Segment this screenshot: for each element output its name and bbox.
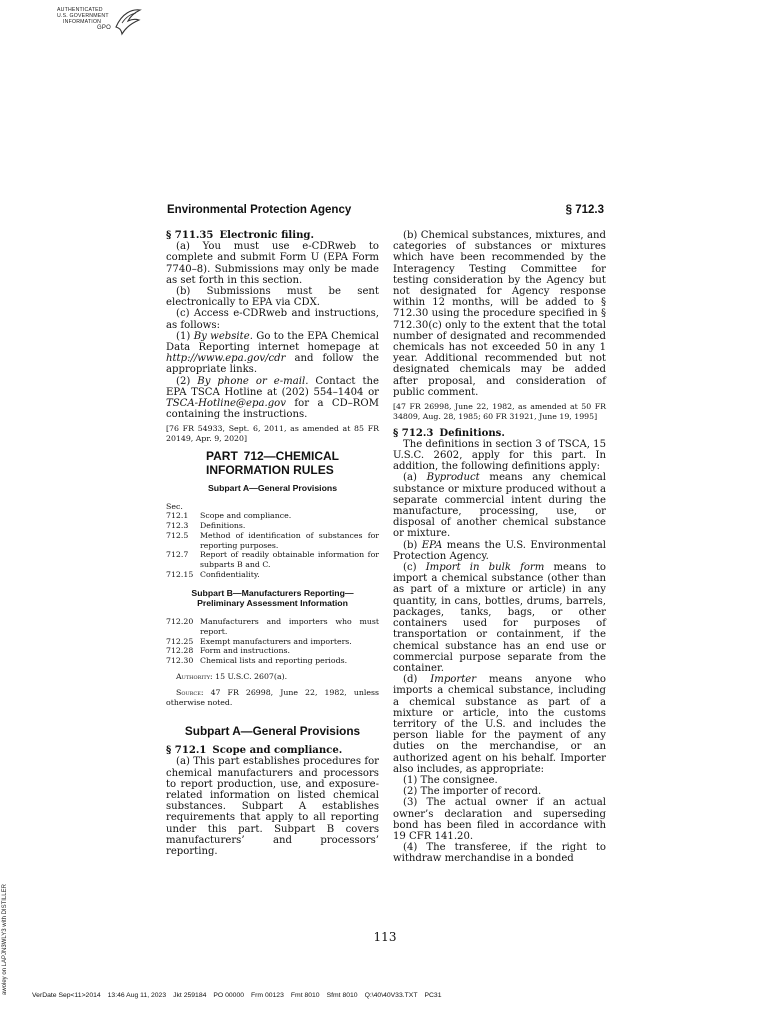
definition-b	[393, 540, 606, 562]
stamp-line-1: AUTHENTICATED	[57, 7, 103, 13]
toc-section-title: Manufacturers and importers who must report.	[200, 617, 379, 636]
toc-section-title: Exempt manufacturers and importers.	[200, 636, 352, 646]
section-712-1-heading	[166, 745, 379, 756]
definition-d	[393, 674, 606, 775]
section-title: Scope and compliance.	[212, 745, 343, 757]
authority-text: 15 U.S.C. 2607(a).	[212, 671, 288, 681]
toc-section-number: 712.5	[166, 530, 189, 540]
toc-entry[interactable]	[166, 550, 379, 570]
section-711-35-heading	[166, 230, 379, 241]
footer-field: Q:\40\40V33.TXT	[364, 992, 418, 999]
definitions-intro: The definitions in section 3 of TSCA, 15 U.S.C. 2602, apply for this part. In addition, the following definitions apply:	[393, 438, 606, 473]
body-text: Contact the EPA TSCA Hotline at (202) 554–1404 or	[166, 375, 379, 398]
stamp-line-2: U.S. GOVERNMENT	[57, 13, 109, 19]
running-head-agency: Environmental Protection Agency	[167, 204, 352, 216]
left-column	[166, 230, 379, 857]
defined-term: Import in bulk form	[425, 562, 545, 574]
definition-c	[393, 562, 606, 674]
stamp-line-4: GPO	[97, 25, 111, 31]
toc-section-number: 712.7	[166, 550, 189, 560]
section-title: Electronic filing.	[219, 230, 314, 241]
footer-field: PO 00000	[213, 992, 244, 999]
paragraph-c: (c) Access e-CDRweb and instructions, as follows:	[166, 308, 379, 331]
definition-text: means to import a chemical substance (other than as part of a mixture or article) in any quantity, in cans, bottles, drums, barrels, packages, tanks, bags, or other containers used for purposes of transportation or containment, if the chemical substance has an end use or commercial purpose separate from the container.	[393, 562, 607, 674]
part-title: PART 712—CHEMICAL INFORMATION RULES	[206, 449, 339, 477]
toc-section-title: Chemical lists and reporting periods.	[200, 656, 348, 666]
url-link[interactable]: http://www.epa.gov/cdr	[166, 353, 286, 365]
paragraph-b: (b) Chemical substances, mixtures, and categories of substances or mixtures which have been recommended by the Interagency Testing Committee for testing consideration by the Agency but not designated for Agency response within 12 months, will be added to § 712.30 using the procedure specified in § 712.30(c) only to the extent that the total number of designated and recommended chemicals has not exceeded 50 in any 1 year. Additional recommended but not designated chemicals may be added after proposal, and consideration of public comment.	[393, 230, 606, 398]
paragraph-a: (a) This part establishes procedures for chemical manufacturers and processors to report production, use, and exposure-related information on listed chemical substances. Subpart A establishes requirements that apply to all reporting under this part. Subpart B covers manufacturers’ and processors’ reporting.	[166, 756, 379, 858]
source-note	[166, 688, 379, 708]
printing-footer	[32, 992, 449, 999]
subpart-a-heading: Subpart A—General Provisions	[207, 483, 338, 494]
authority-note	[166, 672, 379, 682]
citation: [76 FR 54933, Sept. 6, 2011, as amended at 85 FR 20149, Apr. 9, 2020]	[166, 424, 379, 444]
toc-section-number: 712.15	[166, 570, 194, 580]
table-of-contents-subpart-a	[166, 511, 379, 580]
defined-term: Importer	[430, 674, 477, 686]
eagle-icon	[112, 7, 142, 39]
authority-label: Authority:	[176, 671, 213, 681]
toc-section-title: Confidentiality.	[200, 570, 260, 580]
right-column	[393, 230, 606, 865]
toc-entry[interactable]	[166, 570, 379, 580]
defined-term: Byproduct	[426, 472, 480, 484]
toc-section-number: 712.1	[166, 511, 189, 521]
definition-d4: (4) The transferee, if the right to withdraw merchandise in a bonded	[393, 842, 606, 865]
toc-section-number: 712.3	[166, 521, 189, 531]
toc-section-title: Scope and compliance.	[200, 511, 292, 521]
emphasis-text: By phone or e-mail.	[197, 375, 309, 387]
toc-entry[interactable]	[166, 637, 379, 647]
footer-field: PC31	[424, 992, 442, 999]
section-label: Sec.	[166, 501, 183, 511]
section-712-3-heading	[393, 428, 606, 439]
item-prefix: (b)	[403, 539, 418, 551]
gpo-authentication-stamp	[57, 7, 141, 41]
definition-d1: (1) The consignee.	[403, 774, 498, 786]
item-prefix: (1)	[176, 330, 191, 342]
toc-section-number: 712.20	[166, 617, 194, 626]
toc-section-number: 712.25	[166, 636, 194, 646]
stamp-line-3: INFORMATION	[63, 19, 102, 25]
source-text: 47 FR 26998, June 22, 1982, unless otherwise noted.	[166, 687, 379, 707]
toc-entry[interactable]	[166, 511, 379, 521]
footer-field: 13:46 Aug 11, 2023	[107, 992, 167, 999]
section-number: § 712.1	[166, 745, 207, 757]
subpart-a-major-heading: Subpart A—General Provisions	[184, 723, 361, 738]
item-prefix: (a)	[403, 472, 417, 484]
toc-section-title: Method of identification of substances for reporting purposes.	[200, 530, 379, 550]
paragraph-c1	[166, 331, 379, 376]
definition-a	[393, 472, 606, 539]
definition-text: means the U.S. Environmental Protection Agency.	[393, 539, 606, 562]
section-title: Definitions.	[439, 427, 505, 439]
table-of-contents-subpart-b	[166, 617, 379, 666]
body-text: Go to the EPA Chemical Data Reporting internet homepage at	[166, 330, 379, 354]
source-label: Source:	[176, 687, 204, 697]
toc-entry[interactable]	[166, 521, 379, 531]
page-number: 113	[373, 930, 397, 944]
side-note: awoley on LAPJN3WLY3 with DISTILLER	[2, 884, 8, 995]
toc-entry[interactable]	[166, 646, 379, 656]
toc-section-title: Definitions.	[200, 521, 246, 531]
defined-term: EPA	[421, 539, 443, 551]
footer-field: Fmt 8010	[290, 992, 320, 999]
paragraph-c2	[166, 376, 379, 421]
item-prefix: (d)	[403, 674, 418, 686]
citation: [47 FR 26998, June 22, 1982, as amended at 50 FR 34809, Aug. 28, 1985; 60 FR 31921, June 19, 1995]	[393, 402, 606, 421]
toc-section-number: 712.28	[166, 646, 194, 656]
definition-d3: (3) The actual owner if an actual owner’s declaration and superseding bond has been filed in accordance with 19 CFR 141.20.	[393, 797, 606, 842]
footer-field: Jkt 259184	[173, 992, 207, 999]
item-prefix: (2)	[176, 375, 191, 387]
footer-field: Sfmt 8010	[326, 992, 358, 999]
footer-field: VerDate Sep<11>2014	[32, 992, 101, 999]
section-number: § 712.3	[393, 427, 434, 439]
toc-entry[interactable]	[166, 617, 379, 637]
toc-section-title: Report of readily obtainable information for subparts B and C.	[200, 550, 379, 570]
email-link[interactable]: TSCA-Hotline@epa.gov	[166, 398, 286, 410]
paragraph-a: (a) You must use e-CDRweb to complete and submit Form U (EPA Form 7740–8). Submissions may only be made as set forth in this section.	[166, 241, 379, 286]
toc-entry[interactable]	[166, 656, 379, 666]
definition-text: means anyone who imports a chemical substance, including a chemical substance as part of a mixture or article, into the customs territory of the U.S. and includes the person liable for the payment of any duties on the merchandise, or an authorized agent on his behalf. Importer also includes, as appropriate:	[393, 674, 607, 775]
toc-entry[interactable]	[166, 531, 379, 551]
paragraph-b: (b) Submissions must be sent electronically to EPA via CDX.	[166, 286, 379, 309]
subpart-b-heading: Subpart B—Manufacturers Reporting—Preliminary Assessment Information	[191, 587, 354, 609]
item-prefix: (c)	[403, 562, 417, 574]
emphasis-text: By website.	[193, 330, 253, 342]
running-head-section: § 712.3	[565, 204, 604, 216]
toc-section-number: 712.30	[166, 656, 194, 666]
definition-text: means any chemical substance or mixture produced without a separate commercial intent during the manufacture, processing, use, or disposal of another chemical substance or mixture.	[393, 472, 606, 540]
section-number: § 711.35	[166, 230, 214, 241]
body-text: for a CD–ROM containing the instructions.	[166, 398, 379, 421]
footer-field: Frm 00123	[251, 992, 284, 999]
body-text: and follow the appropriate links.	[166, 353, 379, 376]
toc-section-title: Form and instructions.	[200, 646, 291, 656]
definition-d2: (2) The importer of record.	[403, 786, 542, 798]
